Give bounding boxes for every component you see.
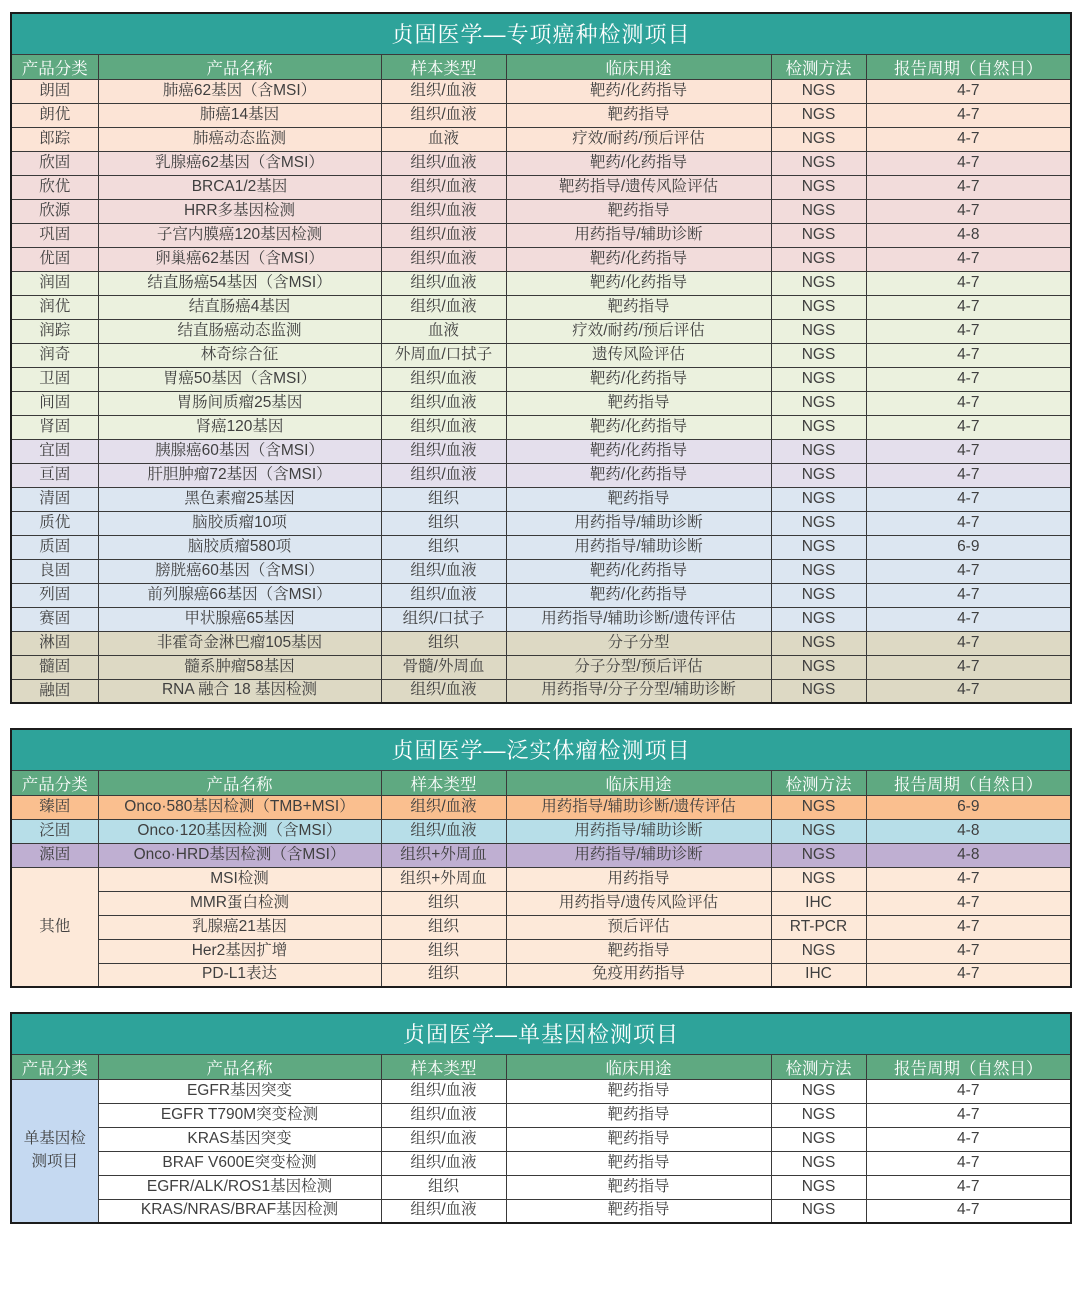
product-name-cell: EGFR基因突变 bbox=[98, 1079, 381, 1103]
cycle-cell: 4-7 bbox=[866, 1199, 1071, 1223]
category-cell: 优固 bbox=[11, 247, 98, 271]
sample-type-cell: 组织/血液 bbox=[381, 271, 506, 295]
table-row bbox=[11, 631, 1071, 655]
method-cell: NGS bbox=[771, 271, 866, 295]
product-name-cell: 髓系肿瘤58基因 bbox=[98, 655, 381, 679]
column-header-1: 产品名称 bbox=[98, 1054, 381, 1079]
table-single-gene-grid bbox=[10, 1012, 1072, 1224]
clinical-use-cell: 靶药指导 bbox=[506, 391, 771, 415]
method-cell: NGS bbox=[771, 1103, 866, 1127]
product-name-cell: BRAF V600E突变检测 bbox=[98, 1151, 381, 1175]
cycle-cell: 4-7 bbox=[866, 1079, 1071, 1103]
clinical-use-cell: 靶药指导 bbox=[506, 1079, 771, 1103]
column-header-0: 产品分类 bbox=[11, 54, 98, 79]
product-name-cell: 肾癌120基因 bbox=[98, 415, 381, 439]
method-cell: NGS bbox=[771, 939, 866, 963]
cycle-cell: 4-7 bbox=[866, 79, 1071, 103]
clinical-use-cell: 靶药指导 bbox=[506, 939, 771, 963]
clinical-use-cell: 靶药/化药指导 bbox=[506, 463, 771, 487]
column-header-5: 报告周期（自然日） bbox=[866, 1054, 1071, 1079]
column-header-5: 报告周期（自然日） bbox=[866, 770, 1071, 795]
cycle-cell: 4-7 bbox=[866, 607, 1071, 631]
sample-type-cell: 组织/血液 bbox=[381, 583, 506, 607]
table-row bbox=[11, 439, 1071, 463]
clinical-use-cell: 靶药指导 bbox=[506, 1199, 771, 1223]
product-name-cell: 黑色素瘤25基因 bbox=[98, 487, 381, 511]
sample-type-cell: 组织/血液 bbox=[381, 463, 506, 487]
clinical-use-cell: 靶药指导 bbox=[506, 487, 771, 511]
category-cell: 朗优 bbox=[11, 103, 98, 127]
product-name-cell: EGFR/ALK/ROS1基因检测 bbox=[98, 1175, 381, 1199]
sample-type-cell: 组织+外周血 bbox=[381, 843, 506, 867]
sample-type-cell: 组织/血液 bbox=[381, 1103, 506, 1127]
clinical-use-cell: 靶药/化药指导 bbox=[506, 415, 771, 439]
category-cell: 肾固 bbox=[11, 415, 98, 439]
column-header-1: 产品名称 bbox=[98, 54, 381, 79]
sample-type-cell: 组织/血液 bbox=[381, 247, 506, 271]
category-cell: 清固 bbox=[11, 487, 98, 511]
sample-type-cell: 血液 bbox=[381, 319, 506, 343]
clinical-use-cell: 用药指导/辅助诊断 bbox=[506, 535, 771, 559]
column-header-2: 样本类型 bbox=[381, 54, 506, 79]
cycle-cell: 4-7 bbox=[866, 463, 1071, 487]
method-cell: NGS bbox=[771, 295, 866, 319]
sample-type-cell: 组织/血液 bbox=[381, 295, 506, 319]
clinical-use-cell: 分子分型 bbox=[506, 631, 771, 655]
cycle-cell: 4-7 bbox=[866, 511, 1071, 535]
product-name-cell: 胰腺癌60基因（含MSI） bbox=[98, 439, 381, 463]
table-row bbox=[11, 391, 1071, 415]
cycle-cell: 4-7 bbox=[866, 487, 1071, 511]
category-cell: 亘固 bbox=[11, 463, 98, 487]
sample-type-cell: 组织/血液 bbox=[381, 1199, 506, 1223]
sample-type-cell: 组织/血液 bbox=[381, 1127, 506, 1151]
method-cell: NGS bbox=[771, 511, 866, 535]
clinical-use-cell: 靶药指导/遗传风险评估 bbox=[506, 175, 771, 199]
product-name-cell: 肺癌动态监测 bbox=[98, 127, 381, 151]
table-title: 贞固医学—单基因检测项目 bbox=[11, 1013, 1071, 1054]
table-row bbox=[11, 583, 1071, 607]
sample-type-cell: 组织/血液 bbox=[381, 199, 506, 223]
cycle-cell: 4-7 bbox=[866, 175, 1071, 199]
method-cell: NGS bbox=[771, 175, 866, 199]
method-cell: NGS bbox=[771, 367, 866, 391]
method-cell: NGS bbox=[771, 631, 866, 655]
category-cell: 巩固 bbox=[11, 223, 98, 247]
column-header-4: 检测方法 bbox=[771, 1054, 866, 1079]
clinical-use-cell: 用药指导/辅助诊断 bbox=[506, 511, 771, 535]
product-name-cell: Her2基因扩增 bbox=[98, 939, 381, 963]
category-cell: 其他 bbox=[11, 867, 98, 987]
category-cell: 欣固 bbox=[11, 151, 98, 175]
column-header-4: 检测方法 bbox=[771, 770, 866, 795]
method-cell: IHC bbox=[771, 963, 866, 987]
clinical-use-cell: 靶药指导 bbox=[506, 103, 771, 127]
method-cell: NGS bbox=[771, 439, 866, 463]
method-cell: NGS bbox=[771, 199, 866, 223]
sample-type-cell: 组织/血液 bbox=[381, 391, 506, 415]
method-cell: NGS bbox=[771, 607, 866, 631]
clinical-use-cell: 预后评估 bbox=[506, 915, 771, 939]
table-row bbox=[11, 939, 1071, 963]
product-name-cell: 甲状腺癌65基因 bbox=[98, 607, 381, 631]
cycle-cell: 4-7 bbox=[866, 367, 1071, 391]
table-row bbox=[11, 343, 1071, 367]
sample-type-cell: 组织 bbox=[381, 891, 506, 915]
sample-type-cell: 组织/口拭子 bbox=[381, 607, 506, 631]
product-name-cell: 非霍奇金淋巴瘤105基因 bbox=[98, 631, 381, 655]
sample-type-cell: 组织/血液 bbox=[381, 795, 506, 819]
product-name-cell: PD-L1表达 bbox=[98, 963, 381, 987]
product-name-cell: 卵巢癌62基因（含MSI） bbox=[98, 247, 381, 271]
column-header-0: 产品分类 bbox=[11, 770, 98, 795]
column-header-2: 样本类型 bbox=[381, 1054, 506, 1079]
category-cell: 欣优 bbox=[11, 175, 98, 199]
clinical-use-cell: 靶药/化药指导 bbox=[506, 247, 771, 271]
column-header-3: 临床用途 bbox=[506, 770, 771, 795]
method-cell: IHC bbox=[771, 891, 866, 915]
clinical-use-cell: 靶药指导 bbox=[506, 1103, 771, 1127]
clinical-use-cell: 靶药/化药指导 bbox=[506, 151, 771, 175]
clinical-use-cell: 免疫用药指导 bbox=[506, 963, 771, 987]
table-row bbox=[11, 511, 1071, 535]
method-cell: NGS bbox=[771, 487, 866, 511]
cycle-cell: 4-7 bbox=[866, 295, 1071, 319]
method-cell: NGS bbox=[771, 1127, 866, 1151]
category-cell: 淋固 bbox=[11, 631, 98, 655]
cycle-cell: 4-7 bbox=[866, 963, 1071, 987]
table-row bbox=[11, 319, 1071, 343]
method-cell: NGS bbox=[771, 867, 866, 891]
category-cell: 润优 bbox=[11, 295, 98, 319]
sample-type-cell: 组织 bbox=[381, 511, 506, 535]
method-cell: NGS bbox=[771, 583, 866, 607]
method-cell: NGS bbox=[771, 1175, 866, 1199]
category-cell: 泛固 bbox=[11, 819, 98, 843]
product-name-cell: 子宫内膜癌120基因检测 bbox=[98, 223, 381, 247]
column-header-4: 检测方法 bbox=[771, 54, 866, 79]
category-cell: 列固 bbox=[11, 583, 98, 607]
table-row bbox=[11, 891, 1071, 915]
table-row bbox=[11, 415, 1071, 439]
cycle-cell: 4-7 bbox=[866, 271, 1071, 295]
table-row bbox=[11, 843, 1071, 867]
category-cell: 融固 bbox=[11, 679, 98, 703]
table-row bbox=[11, 655, 1071, 679]
cycle-cell: 4-7 bbox=[866, 867, 1071, 891]
clinical-use-cell: 靶药指导 bbox=[506, 199, 771, 223]
sample-type-cell: 血液 bbox=[381, 127, 506, 151]
method-cell: NGS bbox=[771, 391, 866, 415]
cycle-cell: 4-7 bbox=[866, 939, 1071, 963]
cycle-cell: 4-8 bbox=[866, 223, 1071, 247]
method-cell: NGS bbox=[771, 1151, 866, 1175]
sample-type-cell: 组织/血液 bbox=[381, 367, 506, 391]
category-cell: 郎踪 bbox=[11, 127, 98, 151]
column-header-5: 报告周期（自然日） bbox=[866, 54, 1071, 79]
category-cell: 源固 bbox=[11, 843, 98, 867]
clinical-use-cell: 用药指导/辅助诊断/遗传评估 bbox=[506, 607, 771, 631]
table-row bbox=[11, 247, 1071, 271]
product-name-cell: 肺癌14基因 bbox=[98, 103, 381, 127]
table-row bbox=[11, 151, 1071, 175]
clinical-use-cell: 靶药/化药指导 bbox=[506, 583, 771, 607]
clinical-use-cell: 疗效/耐药/预后评估 bbox=[506, 127, 771, 151]
method-cell: NGS bbox=[771, 679, 866, 703]
product-name-cell: 肝胆肿瘤72基因（含MSI） bbox=[98, 463, 381, 487]
sample-type-cell: 骨髓/外周血 bbox=[381, 655, 506, 679]
cycle-cell: 4-8 bbox=[866, 843, 1071, 867]
sample-type-cell: 组织 bbox=[381, 939, 506, 963]
category-cell: 间固 bbox=[11, 391, 98, 415]
cycle-cell: 4-7 bbox=[866, 247, 1071, 271]
sample-type-cell: 组织/血液 bbox=[381, 1079, 506, 1103]
table-row bbox=[11, 559, 1071, 583]
product-name-cell: Onco·120基因检测（含MSI） bbox=[98, 819, 381, 843]
sample-type-cell: 组织/血液 bbox=[381, 679, 506, 703]
product-name-cell: 膀胱癌60基因（含MSI） bbox=[98, 559, 381, 583]
product-name-cell: 结直肠癌54基因（含MSI） bbox=[98, 271, 381, 295]
table-row bbox=[11, 607, 1071, 631]
clinical-use-cell: 用药指导/辅助诊断 bbox=[506, 819, 771, 843]
product-name-cell: BRCA1/2基因 bbox=[98, 175, 381, 199]
table-title: 贞固医学—泛实体瘤检测项目 bbox=[11, 729, 1071, 770]
table-row bbox=[11, 679, 1071, 703]
cycle-cell: 4-8 bbox=[866, 819, 1071, 843]
table-row bbox=[11, 1103, 1071, 1127]
product-name-cell: Onco·580基因检测（TMB+MSI） bbox=[98, 795, 381, 819]
table-row bbox=[11, 867, 1071, 891]
product-name-cell: KRAS基因突变 bbox=[98, 1127, 381, 1151]
clinical-use-cell: 分子分型/预后评估 bbox=[506, 655, 771, 679]
sample-type-cell: 组织/血液 bbox=[381, 151, 506, 175]
product-name-cell: 胃肠间质瘤25基因 bbox=[98, 391, 381, 415]
table-row bbox=[11, 223, 1071, 247]
cycle-cell: 6-9 bbox=[866, 795, 1071, 819]
table-row bbox=[11, 271, 1071, 295]
clinical-use-cell: 靶药指导 bbox=[506, 1127, 771, 1151]
table-row bbox=[11, 795, 1071, 819]
cycle-cell: 4-7 bbox=[866, 391, 1071, 415]
category-cell: 欣源 bbox=[11, 199, 98, 223]
product-name-cell: 肺癌62基因（含MSI） bbox=[98, 79, 381, 103]
clinical-use-cell: 靶药指导 bbox=[506, 1175, 771, 1199]
method-cell: NGS bbox=[771, 559, 866, 583]
cycle-cell: 4-7 bbox=[866, 1151, 1071, 1175]
cycle-cell: 4-7 bbox=[866, 559, 1071, 583]
table-special-cancer bbox=[10, 12, 1070, 704]
method-cell: RT-PCR bbox=[771, 915, 866, 939]
method-cell: NGS bbox=[771, 151, 866, 175]
clinical-use-cell: 靶药/化药指导 bbox=[506, 79, 771, 103]
table-row bbox=[11, 463, 1071, 487]
sample-type-cell: 组织 bbox=[381, 963, 506, 987]
cycle-cell: 4-7 bbox=[866, 127, 1071, 151]
cycle-cell: 4-7 bbox=[866, 439, 1071, 463]
method-cell: NGS bbox=[771, 103, 866, 127]
table-title: 贞固医学—专项癌种检测项目 bbox=[11, 13, 1071, 54]
clinical-use-cell: 靶药指导 bbox=[506, 1151, 771, 1175]
clinical-use-cell: 靶药/化药指导 bbox=[506, 559, 771, 583]
column-header-0: 产品分类 bbox=[11, 1054, 98, 1079]
category-cell: 润踪 bbox=[11, 319, 98, 343]
method-cell: NGS bbox=[771, 343, 866, 367]
product-name-cell: 乳腺癌21基因 bbox=[98, 915, 381, 939]
category-cell: 单基因检测项目 bbox=[11, 1079, 98, 1223]
cycle-cell: 4-7 bbox=[866, 583, 1071, 607]
cycle-cell: 6-9 bbox=[866, 535, 1071, 559]
method-cell: NGS bbox=[771, 1199, 866, 1223]
clinical-use-cell: 靶药/化药指导 bbox=[506, 271, 771, 295]
cycle-cell: 4-7 bbox=[866, 151, 1071, 175]
product-name-cell: EGFR T790M突变检测 bbox=[98, 1103, 381, 1127]
table-pan-solid-tumor-grid bbox=[10, 728, 1072, 988]
sample-type-cell: 组织/血液 bbox=[381, 819, 506, 843]
table-row bbox=[11, 1151, 1071, 1175]
product-name-cell: MMR蛋白检测 bbox=[98, 891, 381, 915]
product-name-cell: 胃癌50基因（含MSI） bbox=[98, 367, 381, 391]
clinical-use-cell: 用药指导/分子分型/辅助诊断 bbox=[506, 679, 771, 703]
category-cell: 赛固 bbox=[11, 607, 98, 631]
method-cell: NGS bbox=[771, 127, 866, 151]
clinical-use-cell: 疗效/耐药/预后评估 bbox=[506, 319, 771, 343]
table-row bbox=[11, 915, 1071, 939]
sample-type-cell: 组织/血液 bbox=[381, 1151, 506, 1175]
product-name-cell: 乳腺癌62基因（含MSI） bbox=[98, 151, 381, 175]
sample-type-cell: 组织/血液 bbox=[381, 79, 506, 103]
cycle-cell: 4-7 bbox=[866, 319, 1071, 343]
sample-type-cell: 组织 bbox=[381, 915, 506, 939]
category-cell: 卫固 bbox=[11, 367, 98, 391]
table-row bbox=[11, 535, 1071, 559]
category-cell: 朗固 bbox=[11, 79, 98, 103]
sample-type-cell: 组织 bbox=[381, 1175, 506, 1199]
table-row bbox=[11, 1079, 1071, 1103]
method-cell: NGS bbox=[771, 415, 866, 439]
sample-type-cell: 组织/血液 bbox=[381, 175, 506, 199]
product-name-cell: 结直肠癌动态监测 bbox=[98, 319, 381, 343]
clinical-use-cell: 用药指导/遗传风险评估 bbox=[506, 891, 771, 915]
cycle-cell: 4-7 bbox=[866, 103, 1071, 127]
table-row bbox=[11, 1127, 1071, 1151]
sample-type-cell: 组织 bbox=[381, 631, 506, 655]
product-name-cell: KRAS/NRAS/BRAF基因检测 bbox=[98, 1199, 381, 1223]
method-cell: NGS bbox=[771, 79, 866, 103]
method-cell: NGS bbox=[771, 1079, 866, 1103]
sample-type-cell: 组织 bbox=[381, 535, 506, 559]
method-cell: NGS bbox=[771, 319, 866, 343]
table-single-gene bbox=[10, 1012, 1070, 1224]
method-cell: NGS bbox=[771, 843, 866, 867]
clinical-use-cell: 用药指导/辅助诊断 bbox=[506, 223, 771, 247]
table-pan-solid-tumor bbox=[10, 728, 1070, 988]
cycle-cell: 4-7 bbox=[866, 1175, 1071, 1199]
product-name-cell: Onco·HRD基因检测（含MSI） bbox=[98, 843, 381, 867]
clinical-use-cell: 靶药指导 bbox=[506, 295, 771, 319]
product-name-cell: HRR多基因检测 bbox=[98, 199, 381, 223]
sample-type-cell: 组织/血液 bbox=[381, 103, 506, 127]
cycle-cell: 4-7 bbox=[866, 631, 1071, 655]
table-special-cancer-grid bbox=[10, 12, 1072, 704]
clinical-use-cell: 靶药/化药指导 bbox=[506, 367, 771, 391]
product-name-cell: MSI检测 bbox=[98, 867, 381, 891]
cycle-cell: 4-7 bbox=[866, 679, 1071, 703]
cycle-cell: 4-7 bbox=[866, 655, 1071, 679]
table-row bbox=[11, 963, 1071, 987]
column-header-3: 临床用途 bbox=[506, 54, 771, 79]
sample-type-cell: 组织/血液 bbox=[381, 415, 506, 439]
category-cell: 润奇 bbox=[11, 343, 98, 367]
product-name-cell: 结直肠癌4基因 bbox=[98, 295, 381, 319]
sample-type-cell: 外周血/口拭子 bbox=[381, 343, 506, 367]
method-cell: NGS bbox=[771, 223, 866, 247]
category-cell: 臻固 bbox=[11, 795, 98, 819]
cycle-cell: 4-7 bbox=[866, 891, 1071, 915]
category-cell: 质优 bbox=[11, 511, 98, 535]
cycle-cell: 4-7 bbox=[866, 1127, 1071, 1151]
sample-type-cell: 组织+外周血 bbox=[381, 867, 506, 891]
product-name-cell: 脑胶质瘤10项 bbox=[98, 511, 381, 535]
clinical-use-cell: 遗传风险评估 bbox=[506, 343, 771, 367]
category-cell: 良固 bbox=[11, 559, 98, 583]
sample-type-cell: 组织 bbox=[381, 487, 506, 511]
table-row bbox=[11, 103, 1071, 127]
table-row bbox=[11, 295, 1071, 319]
clinical-use-cell: 靶药/化药指导 bbox=[506, 439, 771, 463]
category-cell: 宜固 bbox=[11, 439, 98, 463]
column-header-2: 样本类型 bbox=[381, 770, 506, 795]
clinical-use-cell: 用药指导/辅助诊断 bbox=[506, 843, 771, 867]
table-row bbox=[11, 127, 1071, 151]
table-row bbox=[11, 1175, 1071, 1199]
sample-type-cell: 组织/血液 bbox=[381, 439, 506, 463]
column-header-1: 产品名称 bbox=[98, 770, 381, 795]
cycle-cell: 4-7 bbox=[866, 199, 1071, 223]
table-row bbox=[11, 487, 1071, 511]
cycle-cell: 4-7 bbox=[866, 343, 1071, 367]
column-header-3: 临床用途 bbox=[506, 1054, 771, 1079]
product-name-cell: 前列腺癌66基因（含MSI） bbox=[98, 583, 381, 607]
clinical-use-cell: 用药指导 bbox=[506, 867, 771, 891]
sample-type-cell: 组织/血液 bbox=[381, 559, 506, 583]
cycle-cell: 4-7 bbox=[866, 915, 1071, 939]
cycle-cell: 4-7 bbox=[866, 415, 1071, 439]
product-name-cell: 脑胶质瘤580项 bbox=[98, 535, 381, 559]
sample-type-cell: 组织/血液 bbox=[381, 223, 506, 247]
table-row bbox=[11, 367, 1071, 391]
method-cell: NGS bbox=[771, 535, 866, 559]
table-row bbox=[11, 199, 1071, 223]
table-row bbox=[11, 819, 1071, 843]
product-name-cell: RNA 融合 18 基因检测 bbox=[98, 679, 381, 703]
product-name-cell: 林奇综合征 bbox=[98, 343, 381, 367]
table-row bbox=[11, 1199, 1071, 1223]
method-cell: NGS bbox=[771, 819, 866, 843]
cycle-cell: 4-7 bbox=[866, 1103, 1071, 1127]
method-cell: NGS bbox=[771, 655, 866, 679]
table-row bbox=[11, 175, 1071, 199]
method-cell: NGS bbox=[771, 247, 866, 271]
method-cell: NGS bbox=[771, 463, 866, 487]
category-cell: 髓固 bbox=[11, 655, 98, 679]
clinical-use-cell: 用药指导/辅助诊断/遗传评估 bbox=[506, 795, 771, 819]
table-row bbox=[11, 79, 1071, 103]
method-cell: NGS bbox=[771, 795, 866, 819]
category-cell: 质固 bbox=[11, 535, 98, 559]
category-cell: 润固 bbox=[11, 271, 98, 295]
